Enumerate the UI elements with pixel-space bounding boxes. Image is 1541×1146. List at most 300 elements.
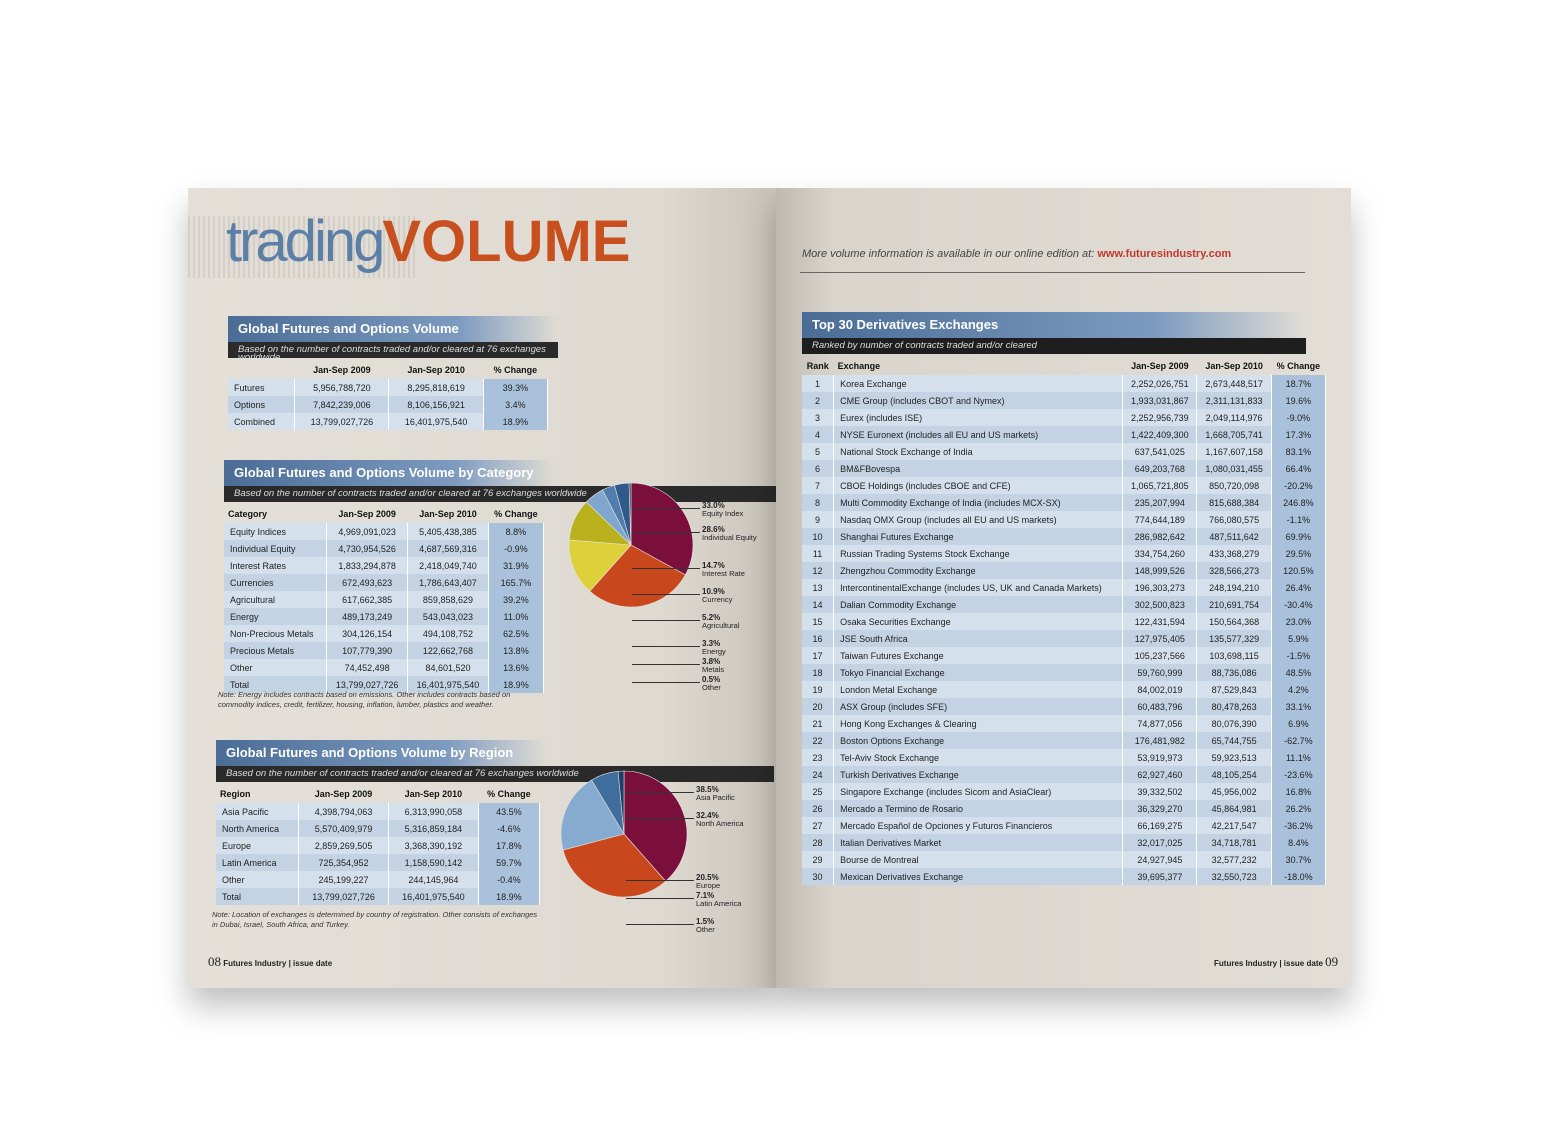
pie-label-pct: 28.6% <box>702 525 725 534</box>
pie-label <box>696 918 715 934</box>
right-footer-text: Futures Industry | issue date <box>1214 959 1323 968</box>
top30-subtitle: Ranked by number of contracts traded and/or cleared <box>802 338 1306 354</box>
left-footer-text: Futures Industry | issue date <box>223 959 333 968</box>
pie-leader-line <box>632 594 700 595</box>
table-cell: 433,368,279 <box>1197 545 1271 562</box>
table-row <box>802 562 1326 579</box>
table-cell: 18.9% <box>483 413 547 430</box>
table-cell: Interest Rates <box>224 557 327 574</box>
table-cell: Latin America <box>216 854 299 871</box>
table-cell: -4.6% <box>478 820 539 837</box>
table-cell: Europe <box>216 837 299 854</box>
region-note: Note: Location of exchanges is determined by country of registration. Other consists of exchanges in Dubai, Israel, South Africa, and Turkey. <box>212 910 538 929</box>
category-title: Global Futures and Options Volume by Category <box>224 460 554 486</box>
pie-label <box>696 874 720 890</box>
table-cell: Mexican Derivatives Exchange <box>834 868 1123 885</box>
pie-label <box>702 502 743 518</box>
table-row <box>802 613 1326 630</box>
table-cell: Currencies <box>224 574 327 591</box>
table-row <box>224 557 544 574</box>
right-footer <box>1214 954 1338 970</box>
table-cell: Individual Equity <box>224 540 327 557</box>
table-header-row <box>802 356 1326 375</box>
table-cell: 122,431,594 <box>1123 613 1197 630</box>
table-cell: 26.2% <box>1271 800 1325 817</box>
pie-leader-line <box>626 924 694 925</box>
column-header: Jan-Sep 2009 <box>338 508 396 519</box>
table-cell: Dalian Commodity Exchange <box>834 596 1123 613</box>
table-cell: 5,570,409,979 <box>299 820 389 837</box>
table-row <box>216 820 540 837</box>
table-cell: National Stock Exchange of India <box>834 443 1123 460</box>
table-cell: Non-Precious Metals <box>224 625 327 642</box>
table-row <box>216 803 540 820</box>
table-header-row <box>224 504 544 523</box>
table-cell: 20 <box>802 698 834 715</box>
table-cell: -1.1% <box>1271 511 1325 528</box>
pie-label-pct: 7.1% <box>696 891 715 900</box>
pie-leader-line <box>626 792 694 793</box>
pie-label-pct: 0.5% <box>702 675 721 684</box>
table-cell: 489,173,249 <box>327 608 408 625</box>
pie-label-text: Metals <box>702 665 725 674</box>
pie-label <box>702 588 732 604</box>
pie-label-text: Energy <box>702 647 726 656</box>
table-cell: 45,864,981 <box>1197 800 1271 817</box>
table-cell: 13,799,027,726 <box>299 888 389 905</box>
table-cell: 105,237,566 <box>1123 647 1197 664</box>
column-header: Jan-Sep 2010 <box>419 508 477 519</box>
table-row <box>224 540 544 557</box>
pie-leader-line <box>626 818 694 819</box>
pie-label-text: Equity Index <box>702 509 744 518</box>
pie-label-text: Latin America <box>696 899 742 908</box>
table-cell: 235,207,994 <box>1123 494 1197 511</box>
table-cell: Equity Indices <box>224 523 327 540</box>
table-cell: 13,799,027,726 <box>327 676 408 693</box>
table-cell: 43.5% <box>478 803 539 820</box>
table-cell: Other <box>224 659 327 676</box>
column-header: Region <box>220 788 251 799</box>
column-header: % Change <box>1276 360 1321 371</box>
global-volume-table <box>228 360 548 430</box>
table-cell: 286,982,642 <box>1123 528 1197 545</box>
table-cell: 248,194,210 <box>1197 579 1271 596</box>
table-cell: 6,313,990,058 <box>388 803 478 820</box>
table-cell: 3.4% <box>483 396 547 413</box>
column-header: Jan-Sep 2009 <box>1131 360 1189 371</box>
pie-label <box>702 526 757 542</box>
table-cell: 23.0% <box>1271 613 1325 630</box>
table-cell: 26.4% <box>1271 579 1325 596</box>
table-cell: 32,577,232 <box>1197 851 1271 868</box>
table-cell: -62.7% <box>1271 732 1325 749</box>
pie-label-pct: 38.5% <box>696 785 719 794</box>
table-cell: 5.9% <box>1271 630 1325 647</box>
table-cell: 1,065,721,805 <box>1123 477 1197 494</box>
table-cell: 210,691,754 <box>1197 596 1271 613</box>
table-cell: 66.4% <box>1271 460 1325 477</box>
table-row <box>802 409 1326 426</box>
table-cell: 1,933,031,867 <box>1123 392 1197 409</box>
table-row <box>802 868 1326 885</box>
table-cell: 87,529,843 <box>1197 681 1271 698</box>
pie-label <box>702 640 726 656</box>
pie-label-text: Other <box>696 925 715 934</box>
table-cell: 14 <box>802 596 834 613</box>
pie-leader-line <box>632 646 700 647</box>
table-cell: Tokyo Financial Exchange <box>834 664 1123 681</box>
table-cell: 21 <box>802 715 834 732</box>
table-cell: 80,478,263 <box>1197 698 1271 715</box>
pie-leader-line <box>632 568 700 569</box>
table-cell: Nasdaq OMX Group (includes all EU and US markets) <box>834 511 1123 528</box>
table-cell: 11.0% <box>488 608 543 625</box>
table-cell: 2,673,448,517 <box>1197 375 1271 392</box>
table-cell: Osaka Securities Exchange <box>834 613 1123 630</box>
table-row <box>224 523 544 540</box>
pie-label-text: North America <box>696 819 744 828</box>
table-cell: 2,252,026,751 <box>1123 375 1197 392</box>
pie-label-text: Europe <box>696 881 721 890</box>
table-cell: 24,927,945 <box>1123 851 1197 868</box>
table-cell: 3 <box>802 409 834 426</box>
pie-label-pct: 10.9% <box>702 587 725 596</box>
left-footer <box>208 954 332 970</box>
right-page-number: 09 <box>1325 954 1339 969</box>
table-row <box>802 783 1326 800</box>
right-page <box>776 188 1351 988</box>
table-cell: -0.9% <box>488 540 543 557</box>
table-cell: 8,295,818,619 <box>389 379 483 396</box>
region-table <box>216 784 540 905</box>
table-cell: 8 <box>802 494 834 511</box>
pie-leader-line <box>632 620 700 621</box>
table-cell: 19.6% <box>1271 392 1325 409</box>
table-row <box>802 698 1326 715</box>
table-cell: Russian Trading Systems Stock Exchange <box>834 545 1123 562</box>
table-cell: 245,199,227 <box>299 871 389 888</box>
table-cell: 328,566,273 <box>1197 562 1271 579</box>
table-cell: 766,080,575 <box>1197 511 1271 528</box>
table-row <box>224 642 544 659</box>
table-cell: Combined <box>228 413 295 430</box>
table-cell: 1,167,607,158 <box>1197 443 1271 460</box>
table-row <box>228 413 548 430</box>
table-cell: -18.0% <box>1271 868 1325 885</box>
column-header: Jan-Sep 2010 <box>404 788 463 799</box>
table-cell: Boston Options Exchange <box>834 732 1123 749</box>
table-cell: 24 <box>802 766 834 783</box>
column-header: % Change <box>494 508 538 519</box>
table-cell: 850,720,098 <box>1197 477 1271 494</box>
table-cell: 11.1% <box>1271 749 1325 766</box>
table-cell: 29.5% <box>1271 545 1325 562</box>
table-cell: 127,975,405 <box>1123 630 1197 647</box>
table-cell: Italian Derivatives Market <box>834 834 1123 851</box>
table-cell: 774,644,189 <box>1123 511 1197 528</box>
table-row <box>216 888 540 905</box>
table-cell: NYSE Euronext (includes all EU and US markets) <box>834 426 1123 443</box>
table-cell: 4,398,794,063 <box>299 803 389 820</box>
column-header: % Change <box>493 364 538 375</box>
table-row <box>802 681 1326 698</box>
table-row <box>802 460 1326 477</box>
top30-table <box>802 356 1326 885</box>
table-cell: 2 <box>802 392 834 409</box>
table-cell: 5,316,859,184 <box>388 820 478 837</box>
column-header: Jan-Sep 2010 <box>1205 360 1263 371</box>
table-cell: 26 <box>802 800 834 817</box>
table-row <box>228 396 548 413</box>
table-row <box>802 800 1326 817</box>
table-cell: 617,662,385 <box>327 591 408 608</box>
table-cell: 2,418,049,740 <box>408 557 489 574</box>
pie-label <box>696 786 735 802</box>
table-row <box>224 574 544 591</box>
pie-label-text: Asia Pacific <box>696 793 735 802</box>
pie-leader-line <box>632 532 700 533</box>
table-cell: 6 <box>802 460 834 477</box>
table-cell: Asia Pacific <box>216 803 299 820</box>
table-cell: 48,105,254 <box>1197 766 1271 783</box>
table-cell: 16,401,975,540 <box>389 413 483 430</box>
pie-label-text: Individual Equity <box>702 533 757 542</box>
table-cell: 2,859,269,505 <box>299 837 389 854</box>
table-cell: 66,169,275 <box>1123 817 1197 834</box>
table-cell: 48.5% <box>1271 664 1325 681</box>
table-cell: 12 <box>802 562 834 579</box>
pie-label-pct: 33.0% <box>702 501 725 510</box>
column-header <box>228 360 295 379</box>
pie-leader-line <box>626 880 694 881</box>
table-row <box>802 528 1326 545</box>
table-cell: 33.1% <box>1271 698 1325 715</box>
table-cell: 15 <box>802 613 834 630</box>
table-cell: 150,564,368 <box>1197 613 1271 630</box>
table-cell: IntercontinentalExchange (includes US, UK and Canada Markets) <box>834 579 1123 596</box>
table-cell: 1,080,031,455 <box>1197 460 1271 477</box>
table-cell: London Metal Exchange <box>834 681 1123 698</box>
table-cell: Total <box>216 888 299 905</box>
pie-leader-line <box>632 682 700 683</box>
table-cell: -23.6% <box>1271 766 1325 783</box>
table-cell: -1.5% <box>1271 647 1325 664</box>
table-cell: 165.7% <box>488 574 543 591</box>
table-cell: Mercado a Termino de Rosario <box>834 800 1123 817</box>
table-cell: Shanghai Futures Exchange <box>834 528 1123 545</box>
table-cell: 1,668,705,741 <box>1197 426 1271 443</box>
table-cell: 39,332,502 <box>1123 783 1197 800</box>
table-cell: 18.7% <box>1271 375 1325 392</box>
table-cell: 5,956,788,720 <box>295 379 389 396</box>
table-row <box>802 749 1326 766</box>
table-cell: 672,493,623 <box>327 574 408 591</box>
table-row <box>802 443 1326 460</box>
table-cell: 13.6% <box>488 659 543 676</box>
table-cell: Turkish Derivatives Exchange <box>834 766 1123 783</box>
column-header: Jan-Sep 2010 <box>407 364 465 375</box>
table-cell: 5 <box>802 443 834 460</box>
table-cell: Bourse de Montreal <box>834 851 1123 868</box>
global-volume-title: Global Futures and Options Volume <box>228 316 558 342</box>
table-row <box>802 545 1326 562</box>
table-cell: 246.8% <box>1271 494 1325 511</box>
table-cell: Hong Kong Exchanges & Clearing <box>834 715 1123 732</box>
table-cell: -9.0% <box>1271 409 1325 426</box>
table-row <box>802 579 1326 596</box>
pie-label-text: Currency <box>702 595 733 604</box>
table-cell: 304,126,154 <box>327 625 408 642</box>
table-cell: 17.3% <box>1271 426 1325 443</box>
table-cell: Multi Commodity Exchange of India (includes MCX-SX) <box>834 494 1123 511</box>
table-cell: CBOE Holdings (includes CBOE and CFE) <box>834 477 1123 494</box>
left-page-number: 08 <box>208 954 221 969</box>
table-row <box>802 834 1326 851</box>
table-cell: Tel-Aviv Stock Exchange <box>834 749 1123 766</box>
column-header: Category <box>228 508 268 519</box>
table-cell: North America <box>216 820 299 837</box>
table-cell: 22 <box>802 732 834 749</box>
table-cell: 725,354,952 <box>299 854 389 871</box>
pie-label-text: Other <box>702 683 721 692</box>
category-table <box>224 504 544 693</box>
table-cell: 3,368,390,192 <box>388 837 478 854</box>
table-cell: 302,500,823 <box>1123 596 1197 613</box>
table-cell: 543,043,023 <box>408 608 489 625</box>
table-cell: 84,601,520 <box>408 659 489 676</box>
table-cell: 18 <box>802 664 834 681</box>
table-cell: 18.9% <box>478 888 539 905</box>
table-cell: 17.8% <box>478 837 539 854</box>
pie-leader-line <box>632 664 700 665</box>
table-cell: 2,252,956,739 <box>1123 409 1197 426</box>
table-cell: CME Group (includes CBOT and Nymex) <box>834 392 1123 409</box>
table-cell: 4,687,569,316 <box>408 540 489 557</box>
table-cell: 80,076,390 <box>1197 715 1271 732</box>
pie-label <box>696 812 744 828</box>
table-cell: 23 <box>802 749 834 766</box>
table-cell: Eurex (includes ISE) <box>834 409 1123 426</box>
pie-label <box>702 562 745 578</box>
category-pie-chart <box>566 480 696 610</box>
column-header: Exchange <box>837 360 881 371</box>
table-cell: 1 <box>802 375 834 392</box>
table-cell: 8.8% <box>488 523 543 540</box>
table-cell: 29 <box>802 851 834 868</box>
table-cell: 16,401,975,540 <box>388 888 478 905</box>
global-volume-subtitle: Based on the number of contracts traded and/or cleared at 76 exchanges worldwide <box>228 342 558 358</box>
table-cell: Korea Exchange <box>834 375 1123 392</box>
pie-label <box>702 658 724 674</box>
pie-label-pct: 3.3% <box>702 639 721 648</box>
table-cell: 494,108,752 <box>408 625 489 642</box>
table-cell: Total <box>224 676 327 693</box>
table-cell: 10 <box>802 528 834 545</box>
table-cell: 103,698,115 <box>1197 647 1271 664</box>
column-header: Rank <box>806 360 829 371</box>
table-cell: Zhengzhou Commodity Exchange <box>834 562 1123 579</box>
table-cell: 65,744,755 <box>1197 732 1271 749</box>
table-row <box>802 596 1326 613</box>
table-cell: 74,452,498 <box>327 659 408 676</box>
table-cell: 7,842,239,006 <box>295 396 389 413</box>
table-cell: -30.4% <box>1271 596 1325 613</box>
top30-title: Top 30 Derivatives Exchanges <box>802 312 1306 338</box>
table-cell: Taiwan Futures Exchange <box>834 647 1123 664</box>
table-cell: 13 <box>802 579 834 596</box>
title-bold: VOLUME <box>382 209 631 274</box>
table-row <box>216 871 540 888</box>
table-cell: 148,999,526 <box>1123 562 1197 579</box>
table-cell: JSE South Africa <box>834 630 1123 647</box>
table-cell: BM&FBovespa <box>834 460 1123 477</box>
table-cell: 16.8% <box>1271 783 1325 800</box>
table-cell: 4,730,954,526 <box>327 540 408 557</box>
table-cell: 8.4% <box>1271 834 1325 851</box>
pie-label-pct: 5.2% <box>702 613 721 622</box>
table-cell: 8,106,156,921 <box>389 396 483 413</box>
table-cell: Other <box>216 871 299 888</box>
table-cell: 45,956,002 <box>1197 783 1271 800</box>
table-cell: 39.2% <box>488 591 543 608</box>
table-row <box>802 630 1326 647</box>
table-row <box>216 837 540 854</box>
table-row <box>224 608 544 625</box>
table-cell: 42,217,547 <box>1197 817 1271 834</box>
table-cell: 649,203,768 <box>1123 460 1197 477</box>
pie-label-pct: 14.7% <box>702 561 725 570</box>
table-cell: 334,754,260 <box>1123 545 1197 562</box>
table-cell: 4.2% <box>1271 681 1325 698</box>
title-light: trading <box>226 209 383 274</box>
table-cell: 16 <box>802 630 834 647</box>
table-cell: 32,017,025 <box>1123 834 1197 851</box>
table-row <box>224 591 544 608</box>
table-cell: ASX Group (includes SFE) <box>834 698 1123 715</box>
pie-label-text: Interest Rate <box>702 569 745 578</box>
online-url-link[interactable]: www.futuresindustry.com <box>1097 248 1232 260</box>
table-cell: 39,695,377 <box>1123 868 1197 885</box>
table-cell: 62.5% <box>488 625 543 642</box>
table-cell: 1,158,590,142 <box>388 854 478 871</box>
table-cell: 637,541,025 <box>1123 443 1197 460</box>
table-cell: 196,303,273 <box>1123 579 1197 596</box>
table-cell: -0.4% <box>478 871 539 888</box>
left-page <box>188 188 776 988</box>
pie-label-text: Agricultural <box>702 621 740 630</box>
column-header: Jan-Sep 2009 <box>314 788 373 799</box>
table-cell: 1,786,643,407 <box>408 574 489 591</box>
table-row <box>802 494 1326 511</box>
pie-label-pct: 3.8% <box>702 657 721 666</box>
table-cell: 17 <box>802 647 834 664</box>
table-row <box>802 477 1326 494</box>
table-cell: 2,311,131,833 <box>1197 392 1271 409</box>
table-cell: 69.9% <box>1271 528 1325 545</box>
table-cell: 88,736,086 <box>1197 664 1271 681</box>
table-cell: Singapore Exchange (includes Sicom and AsiaClear) <box>834 783 1123 800</box>
online-edition-note <box>802 248 1231 260</box>
column-header: % Change <box>487 788 531 799</box>
table-cell: 6.9% <box>1271 715 1325 732</box>
pie-label-pct: 1.5% <box>696 917 715 926</box>
region-title: Global Futures and Options Volume by Region <box>216 740 546 766</box>
table-cell: 18.9% <box>488 676 543 693</box>
table-row <box>802 715 1326 732</box>
table-cell: 1,422,409,300 <box>1123 426 1197 443</box>
table-cell: Futures <box>228 379 295 396</box>
